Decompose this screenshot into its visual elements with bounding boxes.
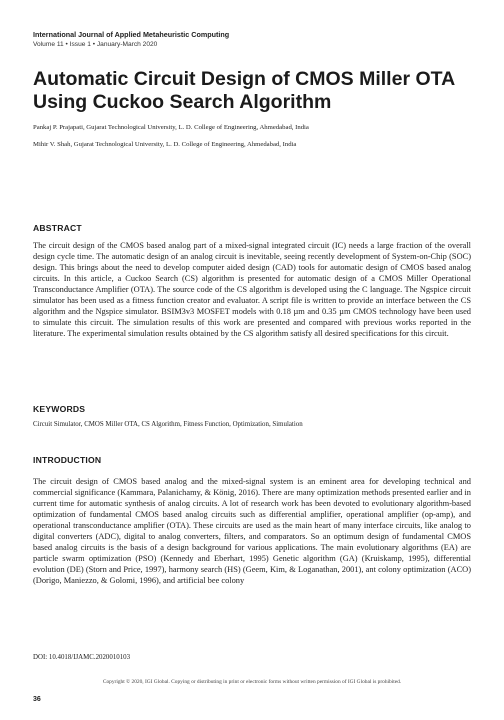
keywords-text: Circuit Simulator, CMOS Miller OTA, CS Algorithm, Fitness Function, Optimization, Simulation bbox=[33, 421, 303, 428]
abstract-text: The circuit design of the CMOS based analog part of a mixed-signal integrated circuit (IC) needs a large fraction of the overall design cycle time. The automatic design of an analog circuit is inevitable, seeing recently development of System-on-Chip (SOC) design. This brings about the need to develop computer aided design (CAD) tools for automatic design of CMOS based analog circuits. In this article, a Cuckoo Search (CS) algorithm is presented for automatic design of a CMOS Miller Operational Transconductance Amplifier (OTA). The source code of the CS algorithm is developed using the C language. The Ngspice circuit simulator has been used as a fitness function creator and evaluator. A script file is written to provide an interface between the CS algorithm and the Ngspice simulator. BSIM3v3 MOSFET models with 0.18 µm and 0.35 µm CMOS technology have been used to simulate this circuit. The simulation results of this work are presented and compared with previous works reported in the literature. The experimental simulation results obtained by the CS algorithm satisfy all desired specifications for this circuit. bbox=[33, 241, 471, 339]
journal-name: International Journal of Applied Metaheuristic Computing bbox=[33, 30, 230, 39]
page-number: 36 bbox=[33, 696, 41, 703]
introduction-heading: INTRODUCTION bbox=[33, 455, 102, 465]
doi: DOI: 10.4018/IJAMC.2020010103 bbox=[33, 654, 131, 661]
introduction-text: The circuit design of CMOS based analog and the mixed-signal system is an eminent area for developing technical and commercial significance (Kammara, Palanichamy, & König, 2016). There are many optimization methods presented earlier and in current time for automatic synthesis of analog circuits. A lot of research work has been devoted to evolutionary algorithm-based optimization of fundamental CMOS based analog circuits such as differential amplifier, operational amplifier (op-amp), and operational transconductance amplifier (OTA). These circuits are used as the main heart of many interface circuits, like analog to digital converters (ADC), digital to analog converters, filters, and comparators. So an optimum design of fundamental CMOS based analog circuits is the basis of a design background for various applications. The main evolutionary algorithms (EA) are particle swarm optimization (PSO) (Kennedy and Eberhart, 1995) Genetic algorithm (GA) (Kruiskamp, 1995), differential evolution (DE) (Storn and Price, 1997), harmony search (HS) (Geem, Kim, & Loganathan, 2001), ant colony optimization (ACO) (Dorigo, Maniezzo, & Golomi, 1996), and artificial bee colony bbox=[33, 477, 471, 586]
author-affiliation-1: Pankaj P. Prajapati, Gujarat Technological University, L. D. College of Engineering, Ahmedabad, India bbox=[33, 124, 309, 131]
copyright-notice: Copyright © 2020, IGI Global. Copying or distributing in print or electronic forms without written permission of IGI Global is prohibited. bbox=[102, 679, 402, 685]
keywords-heading: KEYWORDS bbox=[33, 404, 86, 414]
article-title: Automatic Circuit Design of CMOS Miller OTA Using Cuckoo Search Algorithm bbox=[33, 68, 455, 113]
author-affiliation-2: Mihir V. Shah, Gujarat Technological University, L. D. College of Engineering, Ahmedabad, India bbox=[33, 141, 297, 148]
abstract-heading: ABSTRACT bbox=[33, 223, 82, 233]
journal-issue: Volume 11 • Issue 1 • January-March 2020 bbox=[33, 41, 158, 48]
